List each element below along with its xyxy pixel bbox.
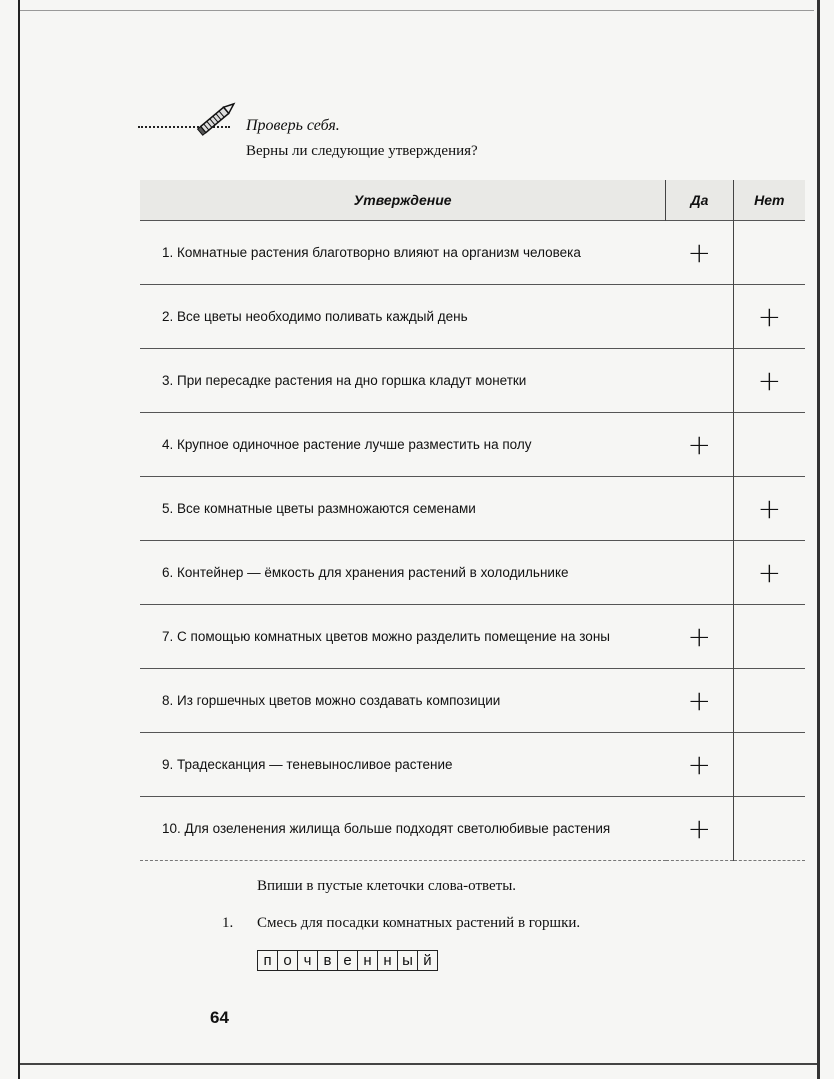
statement-text: 4. Крупное одиночное растение лучше разместить на полу xyxy=(140,413,666,477)
yes-cell[interactable] xyxy=(666,605,733,669)
answer-letter-cell[interactable]: о xyxy=(277,950,298,971)
table-row xyxy=(140,349,805,413)
column-header-statement: Утверждение xyxy=(140,180,666,221)
check-mark: + xyxy=(687,747,711,781)
check-mark: + xyxy=(757,363,782,397)
yes-cell[interactable] xyxy=(666,349,733,413)
column-header-yes: Да xyxy=(666,180,733,221)
no-cell[interactable] xyxy=(733,285,805,349)
answer-letter-cell[interactable]: ы xyxy=(397,950,418,971)
table-row xyxy=(140,733,805,797)
table-row xyxy=(140,285,805,349)
table-row xyxy=(140,797,805,861)
table-row xyxy=(140,221,805,285)
statement-text: 5. Все комнатные цветы размножаются семенами xyxy=(140,477,666,541)
no-cell[interactable] xyxy=(733,733,805,797)
page-number: 64 xyxy=(210,1008,229,1027)
answer-letter-cell[interactable]: н xyxy=(357,950,378,971)
statement-text: 7. С помощью комнатных цветов можно разделить помещение на зоны xyxy=(140,605,666,669)
statement-text: 2. Все цветы необходимо поливать каждый день xyxy=(140,285,666,349)
table-row xyxy=(140,605,805,669)
answer-letter-cell[interactable]: н xyxy=(377,950,398,971)
no-cell[interactable] xyxy=(733,541,805,605)
no-cell[interactable] xyxy=(733,477,805,541)
check-mark: + xyxy=(687,619,711,653)
pencil-icon xyxy=(193,100,241,136)
check-mark: + xyxy=(687,427,711,461)
yes-cell[interactable] xyxy=(666,669,733,733)
task-number: 1. xyxy=(222,915,234,931)
check-mark: + xyxy=(757,299,782,333)
task-instruction: Впиши в пустые клеточки слова-ответы. xyxy=(257,878,517,894)
page-edge-right xyxy=(817,0,820,1079)
statement-text: 6. Контейнер — ёмкость для хранения растений в холодильнике xyxy=(140,541,666,605)
answer-letter-cell[interactable]: в xyxy=(317,950,338,971)
table-row xyxy=(140,669,805,733)
check-yourself-header xyxy=(138,100,538,136)
statements-table xyxy=(140,180,805,861)
check-mark: + xyxy=(757,555,782,589)
no-cell[interactable] xyxy=(733,797,805,861)
column-header-no: Нет xyxy=(733,180,805,221)
no-cell[interactable] xyxy=(733,605,805,669)
table-row xyxy=(140,413,805,477)
no-cell[interactable] xyxy=(733,349,805,413)
check-mark: + xyxy=(687,683,711,717)
answer-grid xyxy=(257,950,437,971)
yes-cell[interactable] xyxy=(666,541,733,605)
statement-text: 8. Из горшечных цветов можно создавать композиции xyxy=(140,669,666,733)
statement-text: 3. При пересадке растения на дно горшка кладут монетки xyxy=(140,349,666,413)
yes-cell[interactable] xyxy=(666,413,733,477)
answer-letter-cell[interactable]: й xyxy=(417,950,438,971)
question-subtitle: Верны ли следующие утверждения? xyxy=(246,143,478,159)
yes-cell[interactable] xyxy=(666,221,733,285)
section-title: Проверь себя. xyxy=(246,117,340,134)
yes-cell[interactable] xyxy=(666,285,733,349)
statement-text: 1. Комнатные растения благотворно влияют на организм человека xyxy=(140,221,666,285)
table-row xyxy=(140,541,805,605)
table-row xyxy=(140,477,805,541)
statement-text: 10. Для озеленения жилища больше подходят светолюбивые растения xyxy=(140,797,666,861)
answer-letter-cell[interactable]: ч xyxy=(297,950,318,971)
check-mark: + xyxy=(687,811,711,845)
yes-cell[interactable] xyxy=(666,733,733,797)
yes-cell[interactable] xyxy=(666,797,733,861)
check-mark: + xyxy=(687,235,711,269)
no-cell[interactable] xyxy=(733,413,805,477)
page-edge-top xyxy=(20,10,814,11)
page-edge-left xyxy=(18,0,20,1079)
check-mark: + xyxy=(757,491,782,525)
no-cell[interactable] xyxy=(733,221,805,285)
answer-letter-cell[interactable]: е xyxy=(337,950,358,971)
page-edge-bottom xyxy=(20,1063,817,1065)
table-header-row xyxy=(140,180,805,221)
yes-cell[interactable] xyxy=(666,477,733,541)
statement-text: 9. Традесканция — теневыносливое растение xyxy=(140,733,666,797)
task-question: Смесь для посадки комнатных растений в горшки. xyxy=(257,915,581,931)
no-cell[interactable] xyxy=(733,669,805,733)
answer-letter-cell[interactable]: п xyxy=(257,950,278,971)
